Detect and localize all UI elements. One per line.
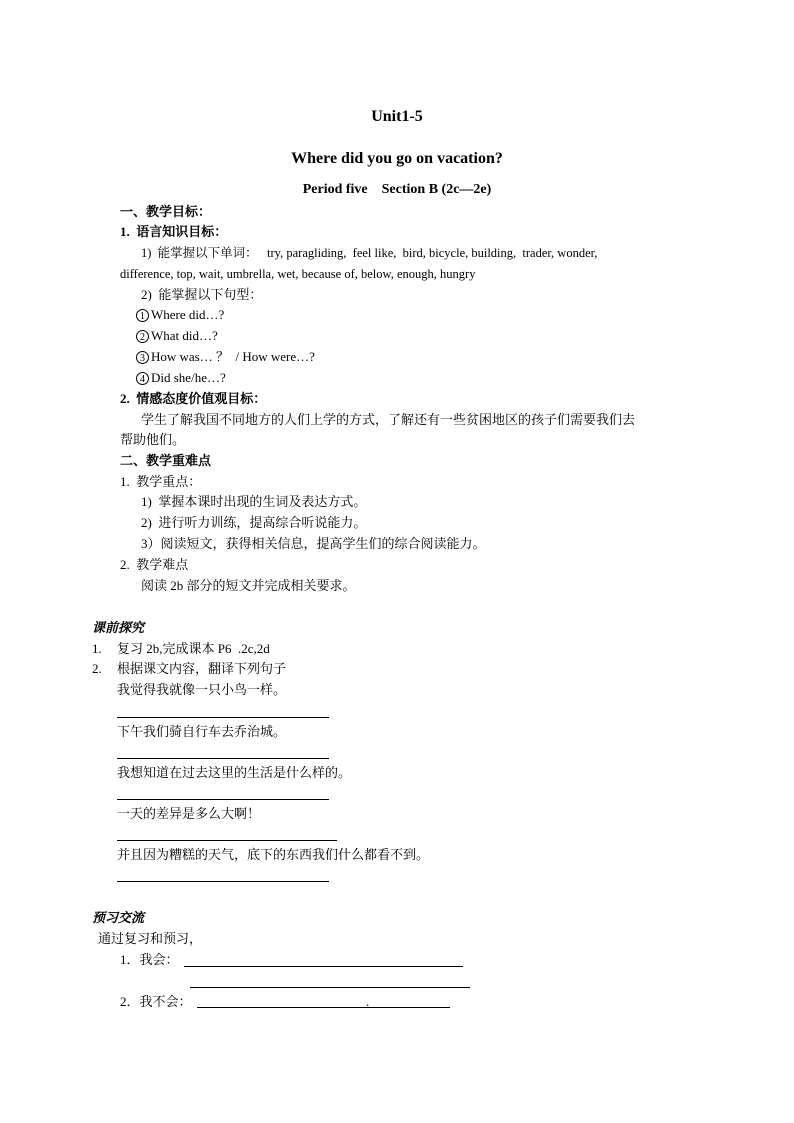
pre-class-heading: 课前探究 [92,620,145,635]
answer-line[interactable] [117,717,329,718]
sentence-pattern-text: Where did…? [151,307,225,322]
pre-class-item-number: 1. [92,641,102,656]
focus-item: 3）阅读短文，获得相关信息，提高学生们的综合阅读能力。 [141,536,486,551]
focus-heading: 1. 教学重点： [120,474,202,489]
pre-class-item: 复习 2b,完成课本 P6 .2c,2d [117,641,270,656]
difficulty-heading: 2. 教学难点 [120,557,189,572]
circled-number: 1 [136,309,149,322]
translation-sentence: 一天的差异是多么大啊！ [117,806,261,821]
answer-line[interactable] [117,881,329,882]
emotion-goals-line-1: 学生了解我国不同地方的人们上学的方式，了解还有一些贫困地区的孩子们需要我们去 [141,412,636,427]
sentence-pattern-item [136,307,224,323]
period-line: Period five Section B (2c—2e) [302,182,492,197]
section-objectives-heading: 一、教学目标： [120,204,212,219]
answer-line[interactable] [117,799,329,800]
circled-number: 4 [136,372,149,385]
vocab-line-1: 1) 能掌握以下单词： try, paragliding, feel like, bird, bicycle, building, trader, wonder, [141,246,598,260]
can-label: 1．我会： [120,952,179,967]
sentence-patterns-heading: 2) 能掌握以下句型： [141,287,263,302]
emotion-goals-heading: 2. 情感态度价值观目标： [120,391,267,406]
difficulty-text: 阅读 2b 部分的短文并完成相关要求。 [141,578,356,593]
preview-intro: 通过复习和预习， [98,931,203,946]
emotion-goals-line-2: 帮助他们。 [120,432,186,447]
can-answer-line[interactable] [184,966,463,967]
vocab-line-2: difference, top, wait, umbrella, wet, because of, below, enough, hungry [120,267,476,281]
translation-sentence: 并且因为糟糕的天气，底下的东西我们什么都看不到。 [117,847,430,862]
focus-item: 2) 进行听力训练，提高综合听说能力。 [141,515,367,530]
answer-line[interactable] [117,758,329,759]
section-keypoints-heading: 二、教学重难点 [120,453,212,468]
can-answer-line-2[interactable] [190,987,470,988]
lesson-subtitle: Where did you go on vacation? [291,150,503,167]
cannot-label: 2．我不会： [120,994,192,1009]
answer-line[interactable] [117,840,337,841]
sentence-pattern-text: Did she/he…? [151,370,226,385]
sentence-pattern-item [136,328,218,344]
circled-number: 2 [136,330,149,343]
pre-class-item-number: 2. [92,661,102,676]
sentence-pattern-text: How was… ？ / How were…? [151,349,315,364]
cannot-answer-line[interactable] [197,1007,450,1008]
page-title: Unit1-5 [371,108,423,125]
sentence-pattern-item [136,370,226,386]
translation-sentence: 我想知道在过去这里的生活是什么样的。 [117,765,352,780]
translation-sentence: 下午我们骑自行车去乔治城。 [117,724,287,739]
cannot-line-dot: . [366,994,370,1009]
circled-number: 3 [136,351,149,364]
focus-item: 1) 掌握本课时出现的生词及表达方式。 [141,494,367,509]
sentence-pattern-text: What did…? [151,328,218,343]
preview-heading: 预习交流 [92,910,145,925]
translation-sentence: 我觉得我就像一只小鸟一样。 [117,682,287,697]
knowledge-goals-heading: 1. 语言知识目标： [120,224,228,239]
sentence-pattern-item [136,349,315,365]
pre-class-item: 根据课文内容，翻译下列句子 [117,661,287,676]
